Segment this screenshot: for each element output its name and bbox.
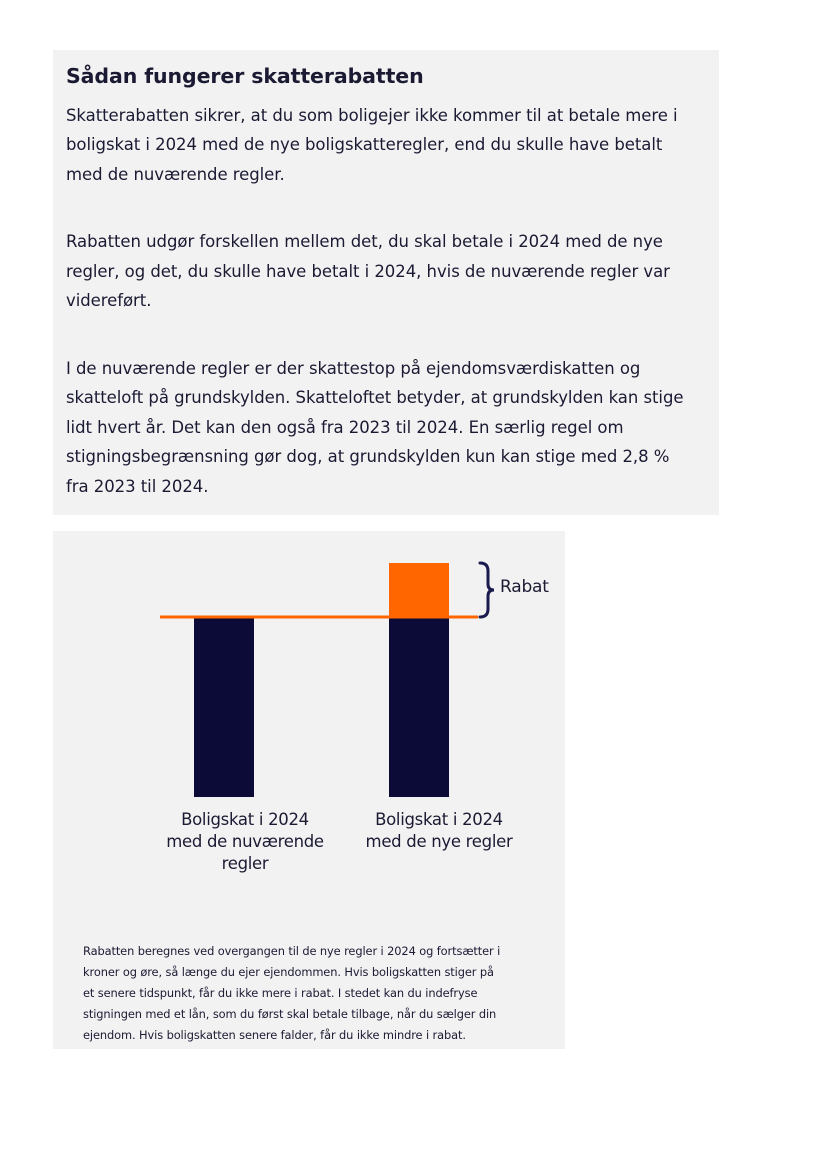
bar-base-2 [389,617,449,797]
info-paragraph-2: Rabatten udgør forskellen mellem det, du skal betale i 2024 med de nye regler, og det, du skulle have betalt i 2024, hvis de nuværende regler var videreført. [66,232,670,311]
bar-rabat-2 [389,563,449,617]
figure-caption: Rabatten beregnes ved overgangen til de nye regler i 2024 og fortsætter i kroner og øre, så længe du ejer ejendommen. Hvis boligskatten stiger på et senere tidspunkt, får du ikke mere i rabat. I stedet kan du indefryse stigningen med et lån, som du først skal betale tilbage, når du sælger din ejendom. Hvis boligskatten senere falder, får du ikke mindre i rabat. [83,944,501,1042]
info-paragraph-1: Skatterabatten sikrer, at du som boligejer ikke kommer til at betale mere i boligskat i 2024 med de nye boligskatteregler, end du skulle have betalt med de nuværende regler. [66,105,678,184]
info-title: Sådan fungerer skatterabatten [66,64,424,88]
bar-label-new-rules: Boligskat i 2024 med de nye regler [365,810,513,851]
rabat-annotation: Rabat [500,577,549,597]
info-paragraph-3: I de nuværende regler er der skattestop på ejendomsværdiskatten og skatteloft på grundskylden. Skatteloftet betyder, at grundskylden kan stige lidt hvert år. Det kan den også fra 2023 til 2024. En særlig regel om stigningsbegrænsning gør dog, at grundskylden kun kan stige med 2,8 % fra 2023 til 2024. [66,358,684,496]
figure-box [53,531,565,1049]
info-box [53,50,719,515]
bar-base-1 [194,617,254,797]
bar-label-current-rules: Boligskat i 2024 med de nuværende regler [166,810,324,873]
rabat-brace [480,563,494,617]
